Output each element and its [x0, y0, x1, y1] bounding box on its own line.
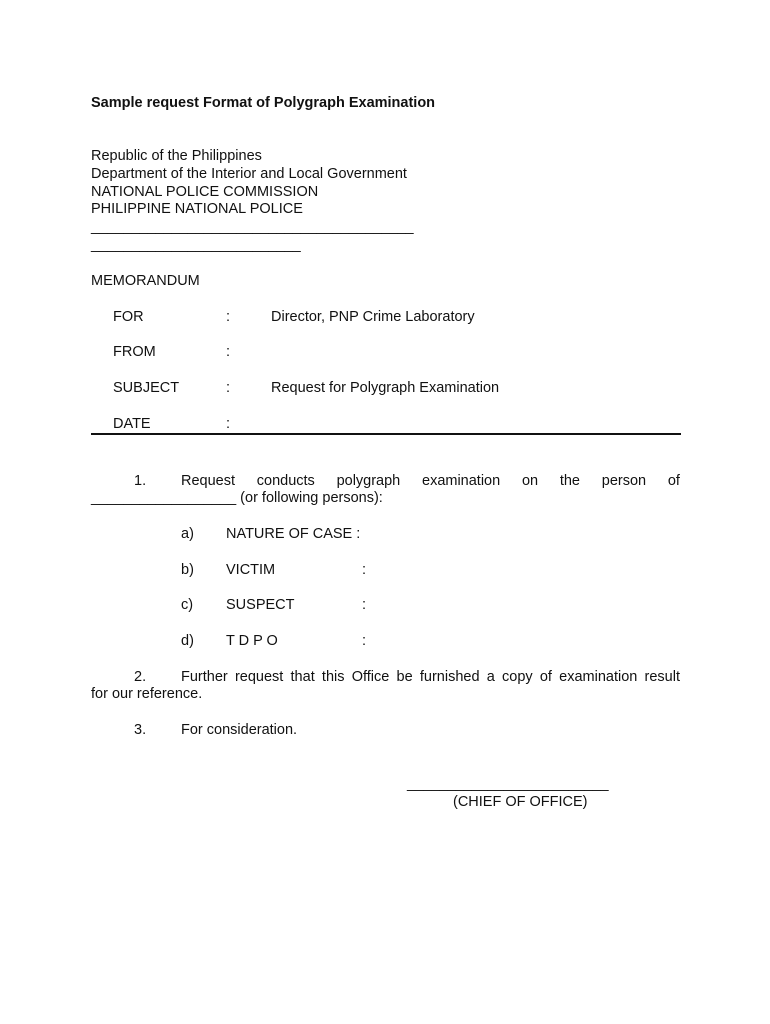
item-d-colon: : [362, 633, 367, 649]
para3-number: 3. [134, 722, 147, 738]
header-blank-line-1: ________________________________________ [91, 219, 414, 235]
item-b-label: VICTIM [226, 562, 276, 578]
para1-word: conducts [256, 473, 315, 489]
para1-number: 1. [134, 473, 147, 489]
para1-line2: __________________ (or following persons): [91, 490, 383, 506]
item-c-letter: c) [181, 597, 194, 613]
para1-word: of [667, 473, 680, 489]
para2-word: Office [351, 669, 390, 685]
para1-word: on [521, 473, 539, 489]
memo-date-label: DATE [113, 416, 151, 432]
para2-word: examination [559, 669, 638, 685]
para1-word: the [559, 473, 580, 489]
memorandum-heading: MEMORANDUM [91, 273, 200, 289]
memo-date-colon: : [226, 416, 231, 432]
para2-word: be [396, 669, 413, 685]
memo-subject-label: SUBJECT [113, 380, 180, 396]
para2-word: this [321, 669, 345, 685]
para2-line1 [181, 668, 680, 686]
item-b-colon: : [362, 562, 367, 578]
document-title: Sample request Format of Polygraph Examination [91, 95, 436, 111]
memo-for-colon: : [226, 309, 231, 325]
memo-from-label: FROM [113, 344, 156, 360]
para1-word: examination [422, 473, 501, 489]
item-c-colon: : [362, 597, 367, 613]
para2-word: request [234, 669, 284, 685]
header-napolcom: NATIONAL POLICE COMMISSION [91, 184, 319, 200]
para1-word: polygraph [336, 473, 401, 489]
para2-word: Further [181, 669, 228, 685]
memo-for-label: FOR [113, 309, 144, 325]
header-republic: Republic of the Philippines [91, 148, 262, 164]
item-d-label: T D P O [226, 633, 278, 649]
item-a-label: NATURE OF CASE : [226, 526, 361, 542]
memo-from-colon: : [226, 344, 231, 360]
para1-word: Request [181, 473, 236, 489]
para2-line2: for our reference. [91, 686, 203, 702]
item-a-letter: a) [181, 526, 194, 542]
para2-word: of [539, 669, 552, 685]
para1-word: person [601, 473, 647, 489]
para3-text: For consideration. [181, 722, 298, 738]
memo-divider [91, 433, 681, 435]
signature-title: (CHIEF OF OFFICE) [453, 794, 588, 810]
header-pnp: PHILIPPINE NATIONAL POLICE [91, 201, 303, 217]
memo-subject-value: Request for Polygraph Examination [271, 380, 500, 396]
memo-subject-colon: : [226, 380, 231, 396]
para2-word: that [290, 669, 315, 685]
item-c-label: SUSPECT [226, 597, 295, 613]
item-d-letter: d) [181, 633, 194, 649]
header-department: Department of the Interior and Local Government [91, 166, 407, 182]
para2-word: result [644, 669, 680, 685]
para2-word: copy [502, 669, 533, 685]
item-b-letter: b) [181, 562, 194, 578]
para2-word: furnished [419, 669, 480, 685]
header-blank-line-2: __________________________ [91, 237, 301, 253]
para2-word: a [486, 669, 495, 685]
memo-for-value: Director, PNP Crime Laboratory [271, 309, 475, 325]
para2-number: 2. [134, 669, 147, 685]
para1-line1 [181, 472, 680, 490]
signature-line: _________________________ [407, 776, 609, 792]
